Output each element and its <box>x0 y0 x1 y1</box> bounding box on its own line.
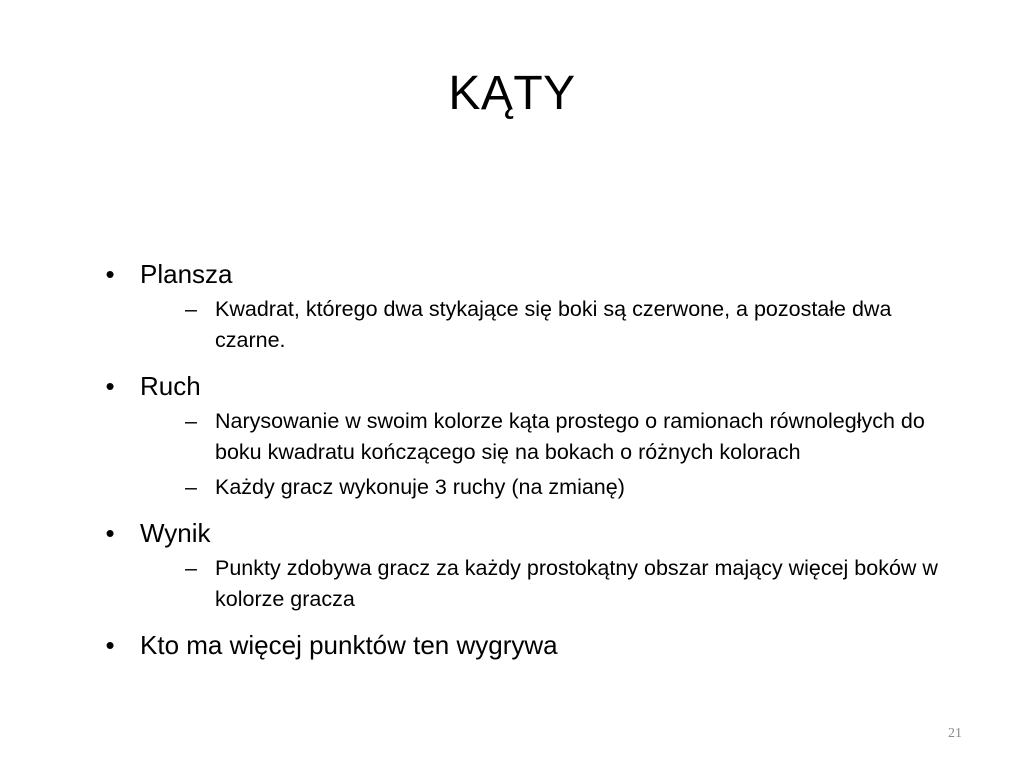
bullet-item-wynik <box>100 517 960 549</box>
bullet-list <box>100 252 960 661</box>
sub-bullet-item <box>185 294 960 356</box>
bullet-icon: • <box>105 630 115 660</box>
slide-title: KĄTY <box>448 67 576 120</box>
dash-icon: – <box>185 297 197 321</box>
bullet-text: Kto ma więcej punktów ten wygrywa <box>140 630 558 660</box>
bullet-text: Ruch <box>140 371 201 401</box>
bullet-icon: • <box>105 259 115 289</box>
sub-bullet-item <box>185 406 960 468</box>
sub-bullet-text: Punkty zdobywa gracz za każdy prostokątny obszar mający więcej boków w kolorze gracza <box>215 556 938 611</box>
page-number: 21 <box>948 726 962 741</box>
sub-bullet-item <box>185 472 960 503</box>
sub-bullet-item <box>185 553 960 615</box>
bullet-item-plansza <box>100 258 960 290</box>
dash-icon: – <box>185 556 197 580</box>
sub-bullet-text: Kwadrat, którego dwa stykające się boki są czerwone, a pozostałe dwa czarne. <box>215 297 892 352</box>
bullet-icon: • <box>105 518 115 548</box>
dash-icon: – <box>185 475 197 499</box>
bullet-text: Plansza <box>140 259 233 289</box>
sub-bullet-text: Narysowanie w swoim kolorze kąta prostego o ramionach równoległych do boku kwadratu kończącego się na bokach o różnych kolorach <box>215 409 925 464</box>
bullet-icon: • <box>105 371 115 401</box>
bullet-item-ruch <box>100 370 960 402</box>
bullet-text: Wynik <box>140 518 211 548</box>
dash-icon: – <box>185 409 197 433</box>
bullet-item-kto-ma-wiecej <box>100 629 960 661</box>
sub-bullet-text: Każdy gracz wykonuje 3 ruchy (na zmianę) <box>215 475 625 499</box>
